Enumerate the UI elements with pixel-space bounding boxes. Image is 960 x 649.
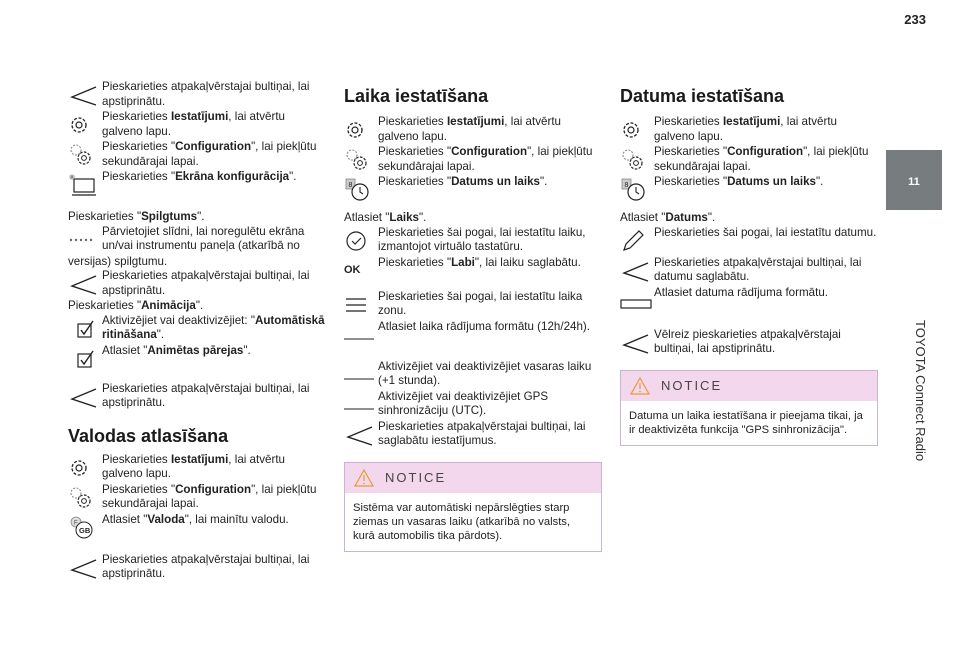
chapter-title: TOYOTA Connect Radio	[913, 320, 928, 462]
step-row: Pieskarieties atpakaļvērstajai bultiņai, lai datumu saglabātu.	[620, 256, 878, 286]
step-row: Pieskarieties "Configuration", lai piekļūtu sekundārajai lapai.	[620, 145, 878, 175]
step-row: Pieskarieties šai pogai, lai iestatītu laiku, izmantojot virtuālo tastatūru.	[344, 226, 602, 256]
column-2	[344, 80, 602, 552]
warning-icon	[353, 468, 375, 488]
configuration-gears-icon	[68, 485, 94, 511]
pencil-icon	[620, 228, 646, 254]
screen-brightness-icon	[68, 172, 96, 198]
gear-icon	[344, 119, 366, 141]
step-row: Pieskarieties atpakaļvērstajai bultiņai, lai apstiprinātu.	[68, 269, 326, 299]
step-row: Pieskarieties atpakaļvērstajai bultiņai, lai apstiprinātu.	[68, 382, 326, 412]
step-row: Atlasiet datuma rādījuma formātu.	[620, 286, 878, 316]
slider-icon	[68, 235, 94, 245]
back-arrow-icon	[68, 83, 98, 107]
gear-icon	[68, 114, 90, 136]
ok-button-icon: OK	[344, 264, 361, 277]
notice-box	[344, 462, 602, 552]
configuration-gears-icon	[344, 147, 370, 173]
date-time-icon	[344, 177, 372, 203]
list-menu-icon	[344, 295, 368, 315]
step-row: Pieskarieties atpakaļvērstajai bultiņai, lai apstiprinātu.	[68, 553, 326, 583]
step-row: Pieskarieties Iestatījumi, lai atvērtu galveno lapu.	[68, 110, 326, 140]
column-3	[620, 80, 878, 446]
paragraph: Pieskarieties "Animācija".	[68, 299, 204, 312]
step-row: Pieskarieties "Configuration", lai piekļūtu sekundārajai lapai.	[68, 483, 326, 513]
step-row: Pieskarieties šai pogai, lai iestatītu datumu.	[620, 226, 878, 256]
section-heading: Laika iestatīšana	[344, 86, 489, 106]
notice-title: NOTICE	[385, 470, 447, 485]
step-row: 8 Pieskarieties "Datums un laiks".	[620, 175, 878, 205]
step-row: Aktivizējiet vai deaktivizējiet: "Automātiskā ritināšana".	[68, 314, 326, 344]
clock-check-icon	[344, 228, 370, 254]
gear-icon	[68, 457, 90, 479]
warning-icon	[629, 376, 651, 396]
toggle-line-icon	[344, 369, 374, 381]
step-row: OK Pieskarieties "Labi", lai laiku saglabātu.	[344, 255, 581, 277]
back-arrow-icon	[68, 385, 98, 409]
step-row: F GB Atlasiet "Valoda", lai mainītu valodu.	[68, 513, 326, 543]
notice-title: NOTICE	[661, 378, 723, 393]
configuration-gears-icon	[68, 142, 94, 168]
step-row: Pieskarieties atpakaļvērstajai bultiņai, lai saglabātu iestatījumus.	[344, 420, 602, 450]
step-row: Pārvietojiet slīdni, lai noregulētu ekrāna un/vai instrumentu paneļa (atkarībā no	[68, 225, 326, 255]
step-row: Pieskarieties Iestatījumi, lai atvērtu galveno lapu.	[344, 115, 602, 145]
step-row: Atlasiet laika rādījuma formātu (12h/24h).	[344, 320, 602, 350]
language-icon	[68, 515, 96, 541]
language-badge-small: F	[74, 520, 78, 526]
back-arrow-icon	[620, 259, 650, 283]
step-row: Pieskarieties šai pogai, lai iestatītu laika zonu.	[344, 290, 602, 320]
date-time-icon	[620, 177, 648, 203]
paragraph: Pieskarieties "Spilgtums".	[68, 210, 205, 223]
configuration-gears-icon	[620, 147, 646, 173]
checkbox-icon	[76, 318, 98, 340]
step-row: Pieskarieties atpakaļvērstajai bultiņai, lai apstiprinātu.	[68, 80, 326, 110]
date-format-icon	[620, 290, 652, 312]
icon-badge: 8	[348, 182, 353, 189]
step-row: Pieskarieties "Configuration", lai piekļūtu sekundārajai lapai.	[344, 145, 602, 175]
step-row: Atlasiet "Animētas pārejas".	[68, 344, 326, 374]
checkbox-icon	[76, 348, 98, 370]
notice-text: Datuma un laika iestatīšana ir pieejama tikai, ja ir deaktivizēta funkcija "GPS sinhronizācija".	[629, 409, 863, 436]
gear-icon	[620, 119, 642, 141]
step-row: Aktivizējiet vai deaktivizējiet GPS sinhronizāciju (UTC).	[344, 390, 602, 420]
step-row: Vēlreiz pieskarieties atpakaļvērstajai bultiņai, lai apstiprinātu.	[620, 328, 878, 358]
toggle-line-icon	[344, 329, 374, 341]
back-arrow-icon	[620, 331, 650, 355]
notice-text: Sistēma var automātiski nepārslēgties starp ziemas un vasaras laiku (atkarībā no valsts, kurā automobilis tika pārdots).	[353, 501, 571, 542]
step-row: Pieskarieties Iestatījumi, lai atvērtu galveno lapu.	[620, 115, 878, 145]
chapter-number: 11	[908, 176, 920, 188]
back-arrow-icon	[344, 423, 374, 447]
section-heading: Datuma iestatīšana	[620, 86, 785, 106]
section-heading: Valodas atlasīšana	[68, 425, 229, 446]
back-arrow-icon	[68, 556, 98, 580]
step-row: Pieskarieties "Ekrāna konfigurācija".	[68, 170, 326, 200]
step-row: Aktivizējiet vai deaktivizējiet vasaras laiku (+1 stunda).	[344, 360, 602, 390]
column-1: Pieskarieties atpakaļvērstajai bultiņai, lai apstiprinātu. Pieskarieties Iestatījumi, lai atvērtu galveno lapu. Pieskarieties "Configuration", lai piekļūtu sekundārajai lapai. Pieskarieties "Ekrāna konfigurācija". Pieskarieties "Spilgtums". Pārvietojiet slīdni, lai noregulētu ekrāna un/vai instrumentu paneļa (atkarībā no versijas) spilgtumu. Pieskarieties atpakaļvērstajai bultiņai, lai apstiprinātu. Pieskarieties "Animācija". Aktivizējiet vai deaktivizējiet: "Automātiskā ritināšana". Atlasiet "Animētas pārejas". Pieskarieties atpakaļvērstajai bultiņai, lai apstiprinātu. Valodas atlasīšana Pieskarieties Iestatījumi, lai atvērtu galveno lapu. Pieskarieties "Configuration", lai piekļūtu sekundārajai lapai. F GB Atlasiet "Valoda", lai mainītu valodu. Pieskarieties atpakaļvērstajai bultiņai, lai apstiprinātu.	[68, 80, 326, 583]
step-row: 8 Pieskarieties "Datums un laiks".	[344, 175, 602, 205]
back-arrow-icon	[68, 272, 98, 296]
step-row: Pieskarieties Iestatījumi, lai atvērtu galveno lapu.	[68, 453, 326, 483]
paragraph: Atlasiet "Datums".	[620, 211, 716, 224]
paragraph: Atlasiet "Laiks".	[344, 211, 427, 224]
language-badge: GB	[79, 525, 91, 535]
chapter-tab	[886, 150, 942, 210]
page-number: 233	[904, 12, 926, 27]
toggle-line-icon	[344, 399, 374, 411]
step-row: Pieskarieties "Configuration", lai piekļūtu sekundārajai lapai.	[68, 140, 326, 170]
notice-box	[620, 370, 878, 446]
icon-badge: 8	[624, 182, 629, 189]
